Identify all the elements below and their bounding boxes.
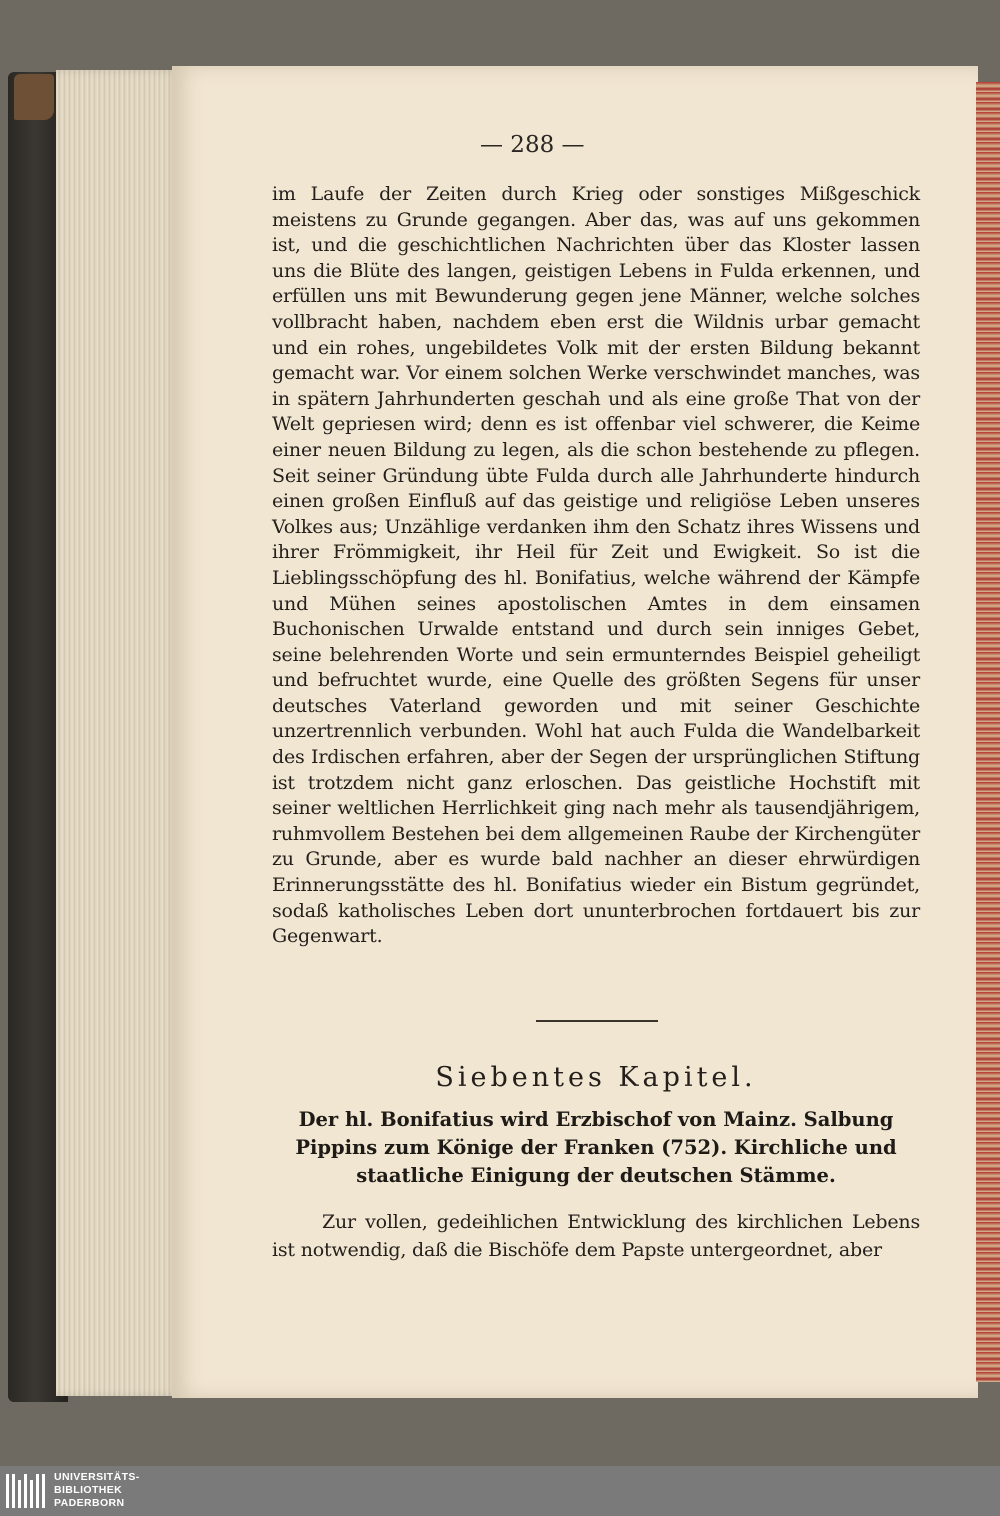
chapter-subtitle: Der hl. Bonifatius wird Erzbischof von Mainz. Salbung Pippins zum Könige der Franken (752). Kirchliche und staatliche Einigung der deutschen Stämme. xyxy=(295,1108,897,1187)
chapter-intro-paragraph: Zur vollen, gedeihlichen Entwicklung des kirchlichen Lebens ist notwendig, daß die Bischöfe dem Papste untergeordnet, aber xyxy=(272,1211,920,1261)
library-logo-text xyxy=(54,1471,140,1510)
page-stack-edges xyxy=(56,70,180,1396)
page-right-edge xyxy=(976,82,1000,1382)
logo-line-3: PADERBORN xyxy=(54,1497,125,1509)
body-paragraph: im Laufe der Zeiten durch Krieg oder sonstiges Mißgeschick meistens zu Grunde gegangen. Aber das, was auf uns gekommen ist, und die geschichtlichen Nachrichten über das Kloster lassen uns die Blüte des langen, geistigen Lebens in Fulda erkennen, und erfüllen uns mit Bewunderung gegen jene Männer, welche solches vollbracht haben, nachdem eben erst die Wildnis urbar gemacht und ein rohes, ungebildetes Volk mit der ersten Bildung bekannt gemacht war. Vor einem solchen Werke verschwindet manches, was in spätern Jahrhunderten geschah und als eine große That von der Welt gepriesen wird; denn es ist offenbar viel schwerer, die Keime einer neuen Bildung zu legen, als die schon bestehende zu pflegen. Seit seiner Gründung übte Fulda durch alle Jahrhunderte hindurch einen großen Einfluß auf das geistige und religiöse Leben unseres Volkes aus; Unzählige verdanken ihm den Schatz ihres Wissens und ihrer Frömmigkeit, ihr Heil für Zeit und Ewigkeit. So ist die Lieblingsschöpfung des hl. Bonifatius, welche während der Kämpfe und Mühen seines apostolischen Amtes in dem einsamen Buchonischen Urwalde entstand und durch sein inniges Gebet, seine belehrenden Worte und sein ermunterndes Beispiel geheiligt und befruchtet wurde, eine Quelle des größten Segens für unser deutsches Vaterland geworden und mit seiner Geschichte unzertrennlich verbunden. Wohl hat auch Fulda die Wandelbarkeit des Irdischen erfahren, aber der Segen der ursprünglichen Stiftung ist trotzdem nicht ganz erloschen. Das geistliche Hochstift mit seiner weltlichen Herrlichkeit ging nach mehr als tausendjährigem, ruhmvollem Bestehen bei dem allgemeinen Raube der Kirchengüter zu Grunde, aber es wurde bald nachher an dieser ehrwürdigen Erinnerungsstätte des hl. Bonifatius wieder ein Bistum gegründet, sodaß katholisches Leben dort ununterbrochen fortdauert bis zur Gegenwart. xyxy=(272,183,920,948)
page-number: — 288 — xyxy=(480,132,585,158)
footer-bar xyxy=(0,1466,1000,1516)
logo-line-1: UNIVERSITÄTS- xyxy=(54,1471,140,1483)
section-divider xyxy=(536,1020,658,1022)
chapter-title: Siebentes Kapitel. xyxy=(435,1062,757,1093)
library-logo-icon xyxy=(6,1472,46,1510)
logo-line-2: BIBLIOTHEK xyxy=(54,1484,123,1496)
cover-corner-wear xyxy=(14,74,54,120)
